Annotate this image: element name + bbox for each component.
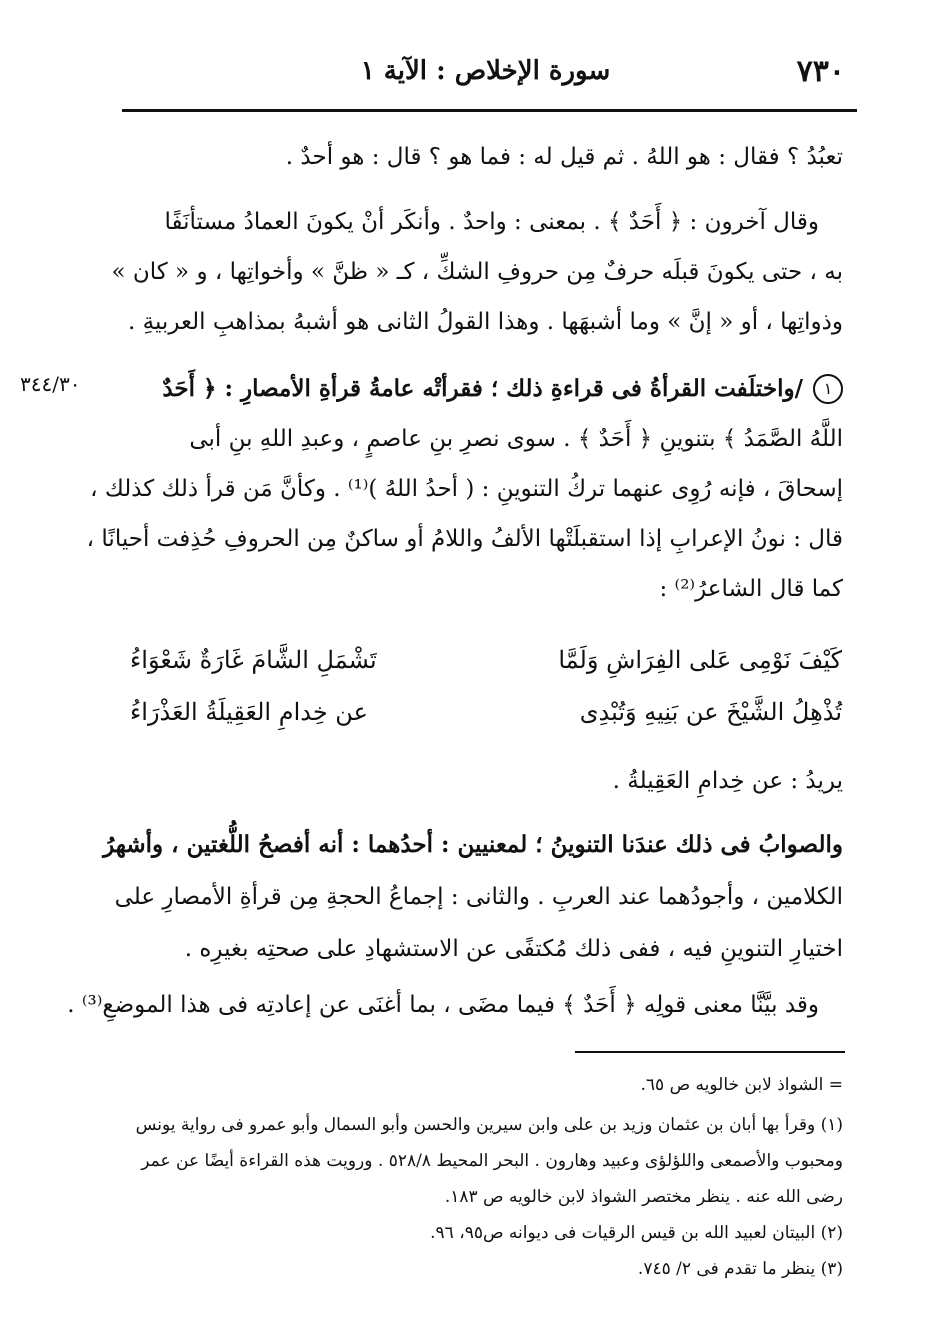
text-line: تعبُدُ ؟ فقال : هو اللهُ . ثم قيل له : فما هو ؟ قال : هو أحدٌ . <box>285 144 843 170</box>
text-line: ١ /واختلَفت القرأةُ فى قراءةِ ذلك ؛ فقرأتْه عامةُ قرأةِ الأمصارِ : ﴿ أَحَدٌ <box>128 364 843 414</box>
text-line: وقد بيَّنَّا معنى قولِه ﴿ أَحَدٌ ﴾ فيما مضَى ، بما أغنَى عن إعادتِه فى هذا الموضعِ⁽³⁾ . <box>67 992 819 1018</box>
second-text-block <box>67 820 843 1040</box>
footnote-line: (٢) البيتان لعبيد الله بن قيس الرقيات فى ديوانه ص٩٥، ٩٦. <box>430 1223 843 1243</box>
running-title: سورة الإخلاص : الآية ١ <box>360 56 611 86</box>
text-line: إسحاقَ ، فإنه رُوِى عنهما تركُ التنوينِ : ( أحدُ اللهُ )⁽¹⁾ . وكأنَّ مَن قرأ ذلك كذلك ، <box>90 476 843 502</box>
verse-number-marker: ١ <box>813 374 843 404</box>
text-line: به ، حتى يكونَ قبلَه حرفٌ مِن حروفِ الشكِّ ، كـ « ظنَّ » وأخواتِها ، و « كان » <box>111 259 843 285</box>
page-number: ٧٣٠ <box>796 54 845 89</box>
main-text-block <box>86 132 843 632</box>
text-line: قال : نونُ الإعرابِ إذا استقبلَتْها الألفُ واللامُ أو ساكنٌ مِن الحروفِ حُذِفت أحيانًا ، <box>86 526 843 552</box>
text-line: اختيارِ التنوينِ فيه ، ففى ذلك مُكتفًى عن الاستشهادِ على صحتِه بغيرِه . <box>184 936 843 962</box>
text-line: والصوابُ فى ذلك عندَنا التنوينُ ؛ لمعنيين : أحدُهما : أنه أفصحُ اللُّغتين ، وأشهرُ <box>103 831 843 858</box>
poem-hemistich: عن خِدامِ العَقِيلَةُ العَذْرَاءُ <box>130 698 368 726</box>
footnote-line: ومحبوب والأصمعى واللؤلؤى وعبيد وهارون . البحر المحيط ٥٢٨/٨ . ورويت هذه القراءة أيضًا عن عمر <box>141 1151 843 1171</box>
text-line: وذواتِها ، أو « إنَّ » وما أشبهَها . وهذا القولُ الثانى هو أشبهُ بمذاهبِ العربيةِ . <box>128 309 843 335</box>
poem-hemistich: تَشْمَلِ الشَّامَ غَارَةٌ شَعْوَاءُ <box>130 646 377 674</box>
text-line: كما قال الشاعرُ⁽²⁾ : <box>659 576 843 602</box>
text-line: يريدُ : عن خِدامِ العَقِيلةُ . <box>612 768 843 794</box>
footnote-line: (٣) ينظر ما تقدم فى ٢/ ٧٤٥. <box>637 1259 843 1279</box>
footnote-line: رضى الله عنه . ينظر مختصر الشواذ لابن خالويه ص ١٨٣. <box>444 1187 843 1207</box>
footnotes-block <box>128 1075 843 1295</box>
text-line: الكلامين ، وأجودُهما عند العربِ . والثانى : إجماعُ الحجةِ مِن قرأةِ الأمصارِ على <box>114 884 843 910</box>
footnote-line: (١) وقرأ بها أبان بن عثمان وزيد بن على وابن سيرين والحسن وأبو السمال وأبو عمرو فى رواية يونس <box>135 1115 843 1135</box>
poem-hemistich: تُذْهِلُ الشَّيْخَ عن بَنِيهِ وَتُبْدِى <box>579 698 842 726</box>
header-rule <box>122 109 857 112</box>
page-header <box>118 46 853 106</box>
text-line: اللَّهُ الصَّمَدُ ﴾ بتنوينِ ﴿ أَحَدٌ ﴾ . سوى نصرِ بنِ عاصمٍ ، وعبدِ اللهِ بنِ أبى <box>189 426 843 452</box>
poem-hemistich: كَيْفَ نَوْمِى عَلى الفِرَاشِ وَلَمَّا <box>558 646 842 674</box>
footnote-line: = الشواذ لابن خالويه ص ٦٥. <box>640 1075 843 1095</box>
text-line: وقال آخرون : ﴿ أَحَدٌ ﴾ . بمعنى : واحدٌ . وأنكَر أنْ يكونَ العمادُ مستأنَفًا <box>164 209 819 235</box>
margin-reference: ٣٤٤/٣٠ <box>20 372 81 396</box>
poetry-block <box>130 646 842 766</box>
poetry-explanation <box>128 756 843 806</box>
footnote-separator <box>575 1051 845 1053</box>
